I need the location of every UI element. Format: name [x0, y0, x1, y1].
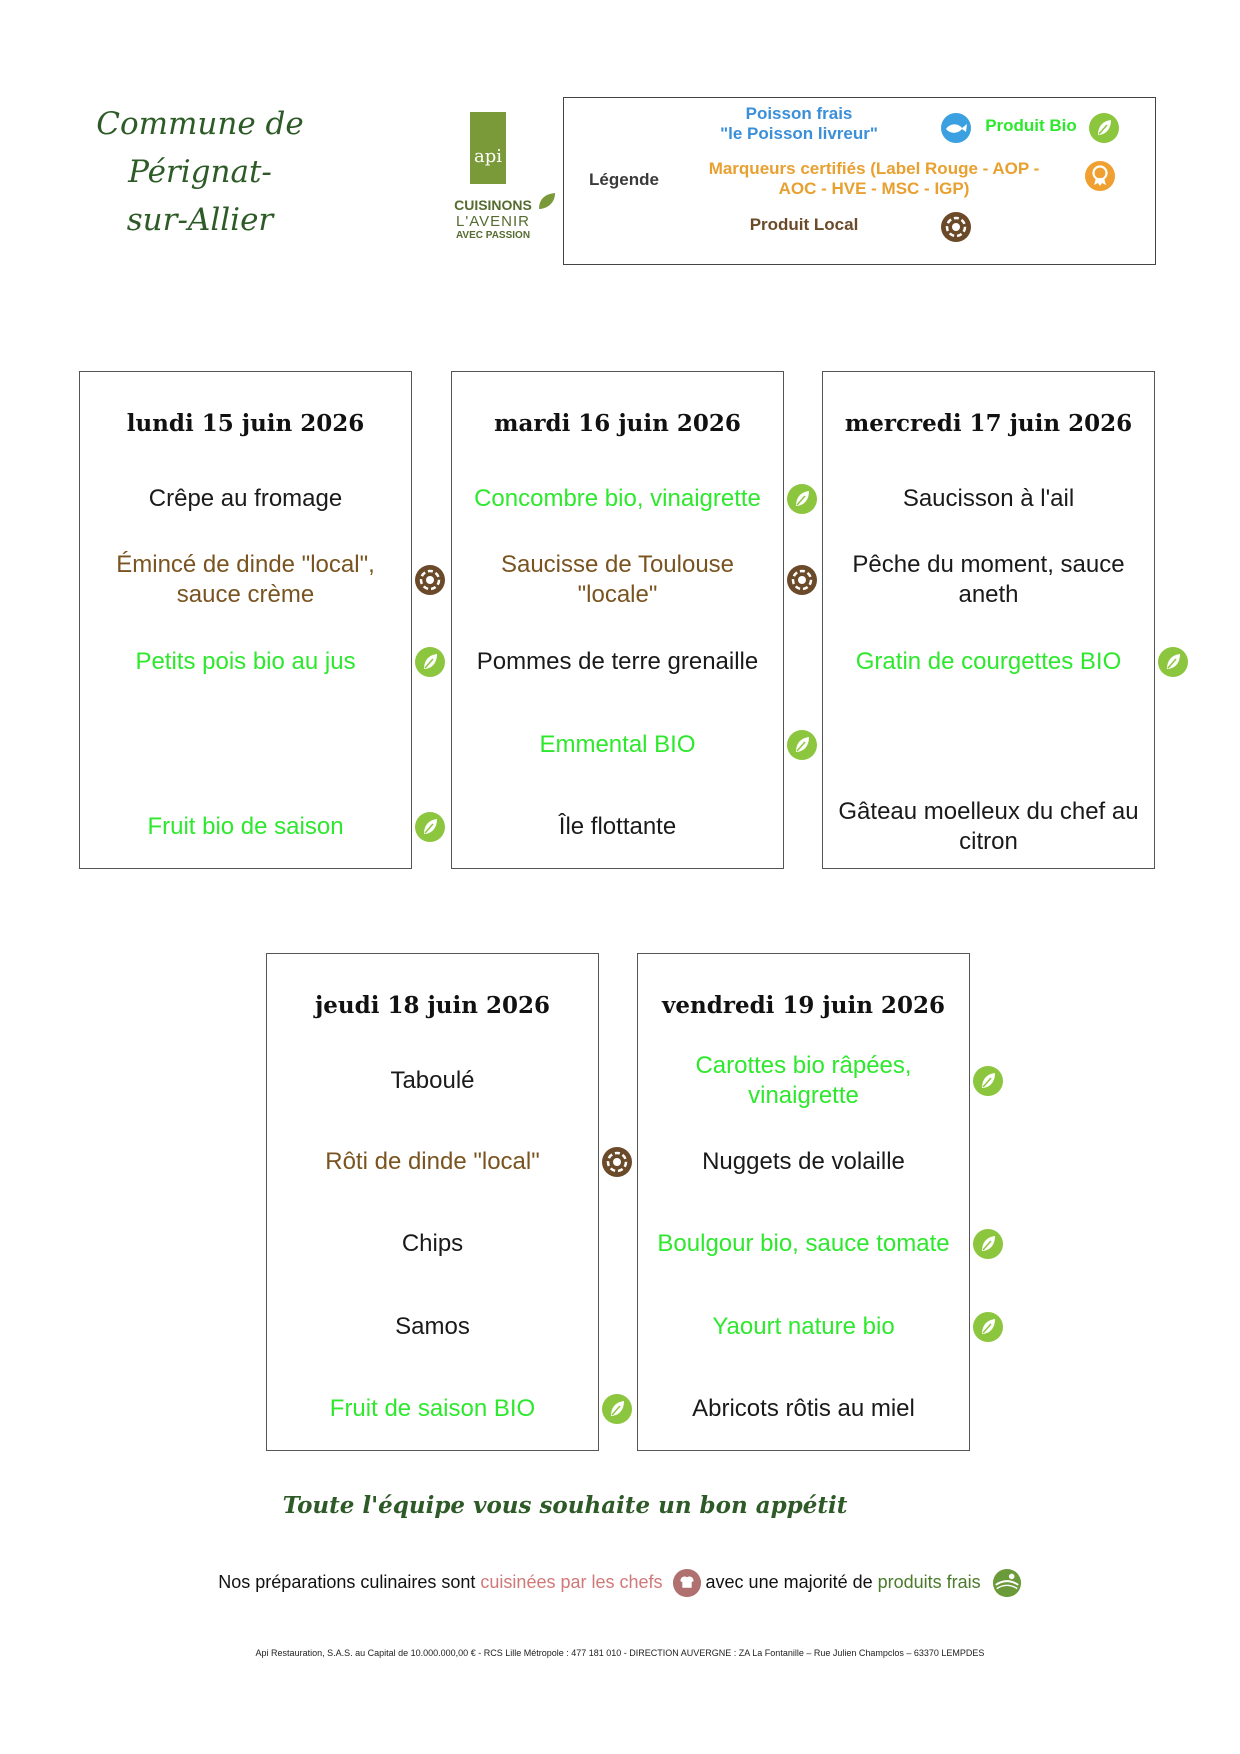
bio-leaf-icon	[414, 811, 446, 843]
local-product-icon	[414, 564, 446, 596]
bio-leaf-icon	[601, 1393, 633, 1425]
legal-notice: Api Restauration, S.A.S. au Capital de 10.000.000,00 € - RCS Lille Métropole : 477 181 010 - DIRECTION AUVERGNE : ZA La Fontanille – Rue Julien Champclos – 63370 LEMPDES	[255, 1648, 985, 1658]
menu-dish	[74, 484, 417, 514]
menu-dish	[261, 1312, 604, 1342]
dish-line: Fruit de saison BIO	[329, 1395, 536, 1422]
dish-line: Yaourt nature bio	[712, 1313, 895, 1340]
bio-leaf-icon	[786, 729, 818, 761]
day-title: lundi 15 juin 2026	[126, 410, 365, 437]
legend-title: Légende	[589, 170, 659, 189]
dish-line: aneth	[958, 581, 1019, 608]
dish-line: Petits pois bio au jus	[135, 648, 356, 675]
dish-line: "locale"	[577, 581, 658, 608]
dish-line: Crêpe au fromage	[148, 485, 343, 512]
menu-dish	[632, 1394, 975, 1424]
menu-dish	[261, 1229, 604, 1259]
dish-line: Gratin de courgettes BIO	[855, 648, 1122, 675]
menu-dish	[817, 484, 1160, 514]
menu-dish	[632, 1051, 975, 1111]
bio-leaf-icon	[786, 483, 818, 515]
bon-appetit-message: Toute l'équipe vous souhaite un bon appétit	[282, 1492, 848, 1519]
menu-dish	[74, 812, 417, 842]
dish-line: Nuggets de volaille	[702, 1148, 905, 1175]
dish-line: Île flottante	[558, 813, 677, 840]
dish-line: Boulgour bio, sauce tomate	[657, 1230, 950, 1257]
dish-line: Pommes de terre grenaille	[476, 648, 759, 675]
day-title: vendredi 19 juin 2026	[662, 992, 945, 1019]
dish-line: vinaigrette	[748, 1082, 859, 1109]
prep-text-chefs: cuisinées par les chefs	[480, 1571, 663, 1592]
day-title: mercredi 17 juin 2026	[844, 410, 1133, 437]
menu-dish	[446, 647, 789, 677]
legend-fish-label: Poisson frais "le Poisson livreur"	[720, 104, 878, 143]
dish-line: Rôti de dinde "local"	[325, 1148, 540, 1175]
dish-line: Pêche du moment, sauce	[852, 551, 1125, 578]
fresh-products-icon	[992, 1568, 1022, 1598]
dish-line: Taboulé	[390, 1067, 475, 1094]
menu-dish	[817, 797, 1160, 857]
menu-dish	[632, 1147, 975, 1177]
dish-line: Concombre bio, vinaigrette	[474, 485, 761, 512]
menu-dish	[446, 812, 789, 842]
day-title: mardi 16 juin 2026	[494, 410, 741, 437]
day-title: jeudi 18 juin 2026	[314, 992, 551, 1019]
bio-leaf-icon	[1157, 646, 1189, 678]
menu-dish	[74, 647, 417, 677]
local-product-icon	[940, 211, 972, 243]
commune-line-1: Commune de Pérignat-	[96, 106, 304, 190]
legend-bio-label: Produit Bio	[985, 116, 1077, 135]
dish-line: Fruit bio de saison	[147, 813, 344, 840]
api-logo	[438, 112, 568, 242]
bio-leaf-icon	[972, 1228, 1004, 1260]
prep-text-fresh: produits frais	[877, 1571, 981, 1592]
logo-mark	[470, 112, 506, 184]
local-product-icon	[601, 1146, 633, 1178]
certified-label-icon	[1084, 160, 1116, 192]
logo-line-2: L'AVENIR	[456, 213, 530, 230]
dish-line: citron	[959, 828, 1018, 855]
menu-dish	[632, 1312, 975, 1342]
day-card	[266, 953, 599, 1451]
commune-line-2: sur-Allier	[126, 202, 274, 238]
fish-icon	[940, 112, 972, 144]
chef-hat-icon	[672, 1568, 702, 1598]
menu-dish	[817, 647, 1160, 677]
day-card	[451, 371, 784, 869]
bio-leaf-icon	[1088, 112, 1120, 144]
menu-dish	[817, 550, 1160, 610]
commune-title	[40, 100, 360, 244]
dish-line: Carottes bio râpées,	[695, 1052, 912, 1079]
dish-line: Émincé de dinde "local",	[116, 551, 375, 578]
menu-dish	[632, 1229, 975, 1259]
dish-line: Abricots rôtis au miel	[692, 1395, 915, 1422]
bio-leaf-icon	[972, 1065, 1004, 1097]
dish-line: sauce crème	[176, 581, 315, 608]
menu-dish	[74, 550, 417, 610]
dish-line: Samos	[395, 1313, 470, 1340]
dish-line: Gâteau moelleux du chef au	[838, 798, 1139, 825]
day-card	[79, 371, 412, 869]
menu-dish	[446, 550, 789, 610]
preparation-note	[0, 1568, 1240, 1598]
day-card	[637, 953, 970, 1451]
bio-leaf-icon	[972, 1311, 1004, 1343]
local-product-icon	[786, 564, 818, 596]
prep-text-1: Nos préparations culinaires sont	[218, 1571, 481, 1592]
menu-dish	[446, 730, 789, 760]
dish-line: Saucisse de Toulouse	[500, 551, 735, 578]
menu-dish	[261, 1147, 604, 1177]
logo-leaf-icon	[536, 190, 558, 212]
legend-certified-label: Marqueurs certifiés (Label Rouge - AOP - AOC - HVE - MSC - IGP)	[708, 159, 1040, 198]
dish-line: Saucisson à l'ail	[902, 485, 1075, 512]
legend-box	[563, 97, 1156, 265]
legend-local-label: Produit Local	[749, 215, 859, 234]
logo-line-1: CUISINONS	[454, 197, 532, 213]
menu-dish	[261, 1394, 604, 1424]
logo-line-3: AVEC PASSION	[455, 230, 531, 241]
menu-dish	[446, 484, 789, 514]
bio-leaf-icon	[414, 646, 446, 678]
dish-line: Emmental BIO	[539, 731, 696, 758]
day-card	[822, 371, 1155, 869]
menu-dish	[261, 1066, 604, 1096]
logo-brand: api	[473, 146, 502, 167]
dish-line: Chips	[401, 1230, 464, 1257]
prep-text-3: avec une majorité de	[705, 1571, 878, 1592]
